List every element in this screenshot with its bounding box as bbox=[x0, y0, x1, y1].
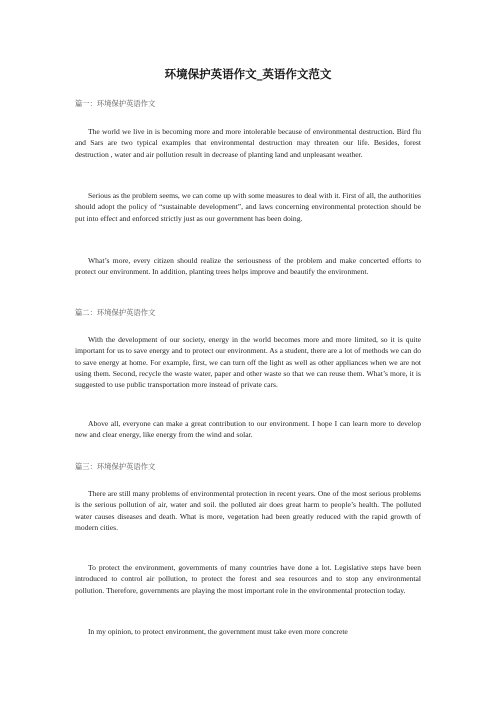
section-3-paragraph-3-wrap bbox=[75, 626, 421, 637]
section-2-paragraph-2-wrap bbox=[75, 418, 421, 441]
section-1-paragraph-3-wrap bbox=[75, 255, 421, 278]
section-3-heading-wrap bbox=[75, 462, 421, 472]
paragraph: There are still many problems of environmental protection in recent years. One of the most serious problems is the serious pollution of air, water and soil. the polluted air does great harm to people’s health. The polluted water causes diseases and death. What is more, vegetation had been greatly reduced with the rapid growth of modern cities. bbox=[75, 489, 421, 532]
section-1-paragraph-1-wrap bbox=[75, 126, 421, 160]
paragraph: To protect the environment, governments of many countries have done a lot. Legislative steps have been introduced to control air pollution, to protect the forest and sea resources and to stop any environmental pollution. Therefore, governments are playing the most important role in the environmental protection today. bbox=[75, 563, 421, 595]
paragraph: The world we live in is becoming more and more intolerable because of environmental destruction. Bird flu and Sars are two typical examples that environmental destruction may threaten our life. Besides, forest destruction , water and air pollution result in decrease of planting land and unpleasant weather. bbox=[75, 127, 421, 159]
document-title: 环境保护英语作文_英语作文范文 bbox=[164, 67, 332, 81]
section-3-paragraph-1-wrap bbox=[75, 488, 421, 533]
paragraph: With the development of our society, energy in the world becomes more and more limited, so it is quite important for us to save energy and to protect our environment. As a student, there are a lot of methods we can do to save energy at home. For example, first, we can turn off the light as well as other appliances when we are not using them. Second, recycle the waste water, paper and other waste so that we can reuse them. What’s more, it is suggested to use public transportation more instead of private cars. bbox=[75, 335, 421, 390]
section-3-paragraph-2-wrap bbox=[75, 562, 421, 596]
section-2-heading-wrap bbox=[75, 308, 421, 318]
paragraph: Serious as the problem seems, we can come up with some measures to deal with it. First of all, the authorities should adopt the policy of “sustainable development”, and laws concerning environmental protection should be put into effect and enforced strictly just as our government has been doing. bbox=[75, 191, 421, 223]
section-2-paragraph-1-wrap bbox=[75, 334, 421, 390]
paragraph: What’s more, every citizen should realize the seriousness of the problem and make concerted efforts to protect our environment. In addition, planting trees helps improve and beautify the environment. bbox=[75, 256, 421, 277]
section-heading: 篇二：环境保护英语作文 bbox=[75, 308, 156, 317]
section-heading: 篇三：环境保护英语作文 bbox=[75, 462, 156, 471]
section-heading: 篇一：环境保护英语作文 bbox=[75, 99, 156, 108]
paragraph: In my opinion, to protect environment, the government must take even more concrete bbox=[88, 627, 348, 636]
section-1-heading-wrap bbox=[75, 99, 421, 109]
paragraph: Above all, everyone can make a great contribution to our environment. I hope I can learn more to develop new and clear energy, like energy from the wind and solar. bbox=[75, 419, 421, 440]
section-1-paragraph-2-wrap bbox=[75, 190, 421, 224]
